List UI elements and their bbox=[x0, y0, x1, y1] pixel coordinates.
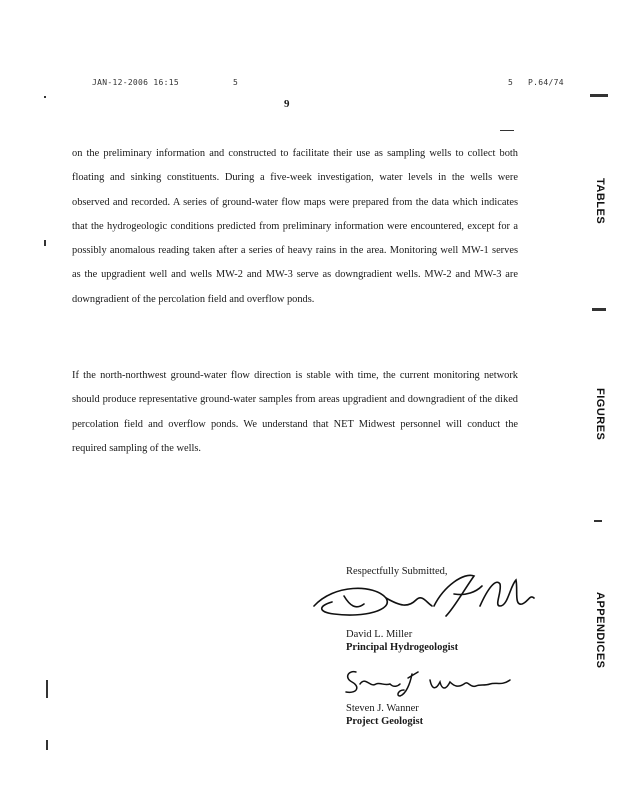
side-tab-appendices: APPENDICES bbox=[594, 592, 606, 669]
fax-header bbox=[0, 78, 642, 92]
scan-speck bbox=[46, 680, 48, 698]
scan-speck bbox=[44, 240, 46, 246]
fax-right-page: 5 bbox=[508, 78, 514, 87]
signer-title: Project Geologist bbox=[346, 716, 424, 727]
body-paragraph: on the preliminary information and constructed to facilitate their use as sampling wells to collect both floating and sinking constituents. During a five-week investigation, water levels in the wells were observed and recorded. A series of ground-water flow maps were prepared from the data which indicates that the hydrogeologic conditions predicted from preliminary information were encountered, except for a possibly anomalous reading taken after a series of heavy rains in the area. Monitoring well MW-1 serves as the upgradient well and wells MW-2 and MW-3 serve as downgradient wells. MW-2 and MW-3 are downgradient of the percolation field and overflow ponds. bbox=[72, 148, 518, 305]
fax-left-page: 5 bbox=[233, 78, 239, 87]
tab-edge-mark bbox=[592, 308, 606, 311]
page-number: 9 bbox=[284, 98, 290, 110]
signer-title: Principal Hydrogeologist bbox=[346, 642, 459, 653]
closing-text: Respectfully Submitted, bbox=[346, 566, 448, 577]
scan-speck bbox=[44, 96, 46, 98]
tab-edge-mark bbox=[594, 520, 602, 522]
signature-david-miller bbox=[304, 566, 540, 626]
scan-speck bbox=[46, 740, 48, 750]
signer-block bbox=[346, 702, 423, 728]
signature-steven-wanner bbox=[340, 664, 520, 700]
signer-name: David L. Miller bbox=[346, 629, 413, 640]
fax-date-time: JAN-12-2006 16:15 bbox=[92, 78, 179, 87]
fax-page-count: P.64/74 bbox=[528, 78, 564, 87]
body-paragraph: If the north-northwest ground-water flow direction is stable with time, the current monitoring network should produce representative ground-water samples from areas upgradient and downgradient of the diked percolation field and overflow ponds. We understand that NET Midwest personnel will conduct the required sampling of the wells. bbox=[72, 370, 518, 454]
signer-name: Steven J. Wanner bbox=[346, 703, 419, 714]
side-tab-figures: FIGURES bbox=[594, 388, 606, 441]
signer-block bbox=[346, 628, 458, 654]
tab-edge-mark bbox=[590, 94, 608, 97]
scan-speck bbox=[500, 130, 514, 131]
side-tab-tables: TABLES bbox=[594, 178, 606, 225]
